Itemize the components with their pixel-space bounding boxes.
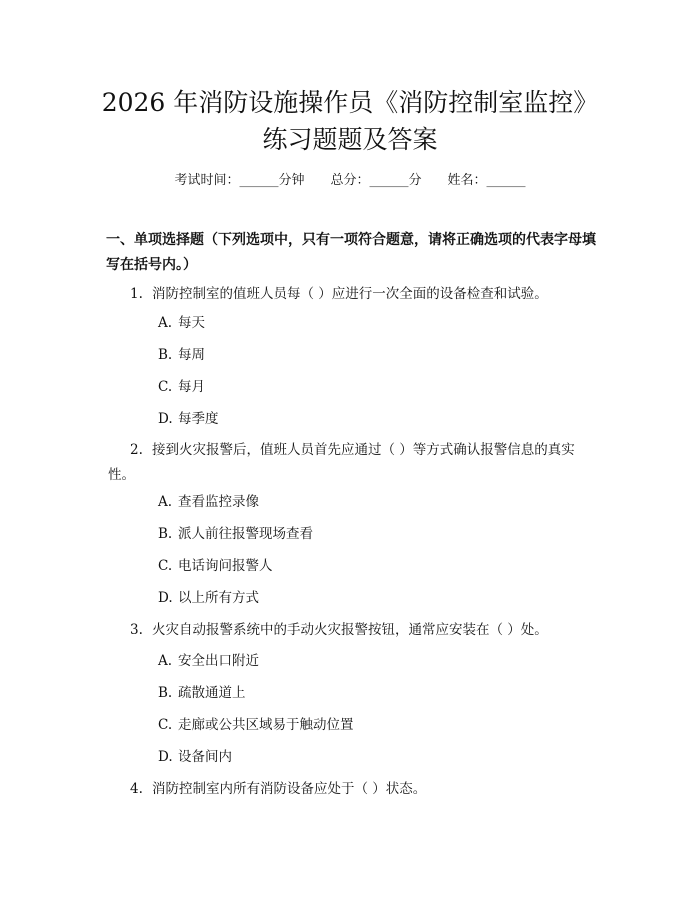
question-2 [108,438,598,488]
option-text: 电话询问报警人 [178,558,273,574]
option-text: 派人前往报警现场查看 [178,526,313,542]
document-title-line2: 练习题题及答案 [262,125,438,154]
option-text: 安全出口附近 [178,653,259,669]
option-letter: D. [158,590,173,606]
question-4 [108,777,598,802]
option-a [158,651,259,671]
option-text: 查看监控录像 [178,494,259,510]
question-text: 消防控制室的值班人员每（ ）应进行一次全面的设备检查和试验。 [152,286,548,302]
option-a [158,492,259,512]
exam-meta [0,169,700,188]
option-text: 每天 [178,315,205,331]
option-letter: C. [158,717,173,733]
option-a [158,313,205,333]
option-letter: C. [158,379,173,395]
option-letter: A. [158,315,173,331]
option-text: 疏散通道上 [178,685,246,701]
option-b [158,683,246,703]
option-b [158,524,313,544]
section-heading: 一、单项选择题（下列选项中，只有一项符合题意，请将正确选项的代表字母填写在括号内。） [106,232,596,273]
question-number: 2. [130,442,143,458]
option-c [158,377,205,397]
total-score: 总分：______分 [330,173,422,188]
question-3 [108,618,598,643]
question-number: 3. [130,622,143,638]
question-number: 4. [130,781,143,797]
option-c [158,715,354,735]
option-text: 每月 [178,379,205,395]
option-letter: D. [158,749,173,765]
option-letter: C. [158,558,173,574]
option-letter: B. [158,526,173,542]
option-text: 设备间内 [178,749,232,765]
option-letter: B. [158,685,173,701]
question-text: 接到火灾报警后，值班人员首先应通过（ ）等方式确认报警信息的真实性。 [108,442,575,483]
question-1 [108,282,598,307]
option-b [158,345,205,365]
option-c [158,556,273,576]
option-text: 每周 [178,347,205,363]
option-text: 走廊或公共区域易于触动位置 [178,717,354,733]
document-title-line1: 2026 年消防设施操作员《消防控制室监控》 [101,88,599,117]
option-d [158,588,259,608]
option-text: 每季度 [178,411,219,427]
option-d [158,409,219,429]
exam-time: 考试时间：______分钟 [174,173,305,188]
option-letter: A. [158,494,173,510]
option-letter: A. [158,653,173,669]
question-text: 消防控制室内所有消防设备应处于（ ）状态。 [152,781,427,797]
question-number: 1. [130,286,143,302]
option-d [158,747,232,767]
option-letter: B. [158,347,173,363]
option-letter: D. [158,411,173,427]
option-text: 以上所有方式 [178,590,259,606]
question-text: 火灾自动报警系统中的手动火灾报警按钮，通常应安装在（ ）处。 [152,622,548,638]
candidate-name: 姓名：______ [447,173,526,188]
